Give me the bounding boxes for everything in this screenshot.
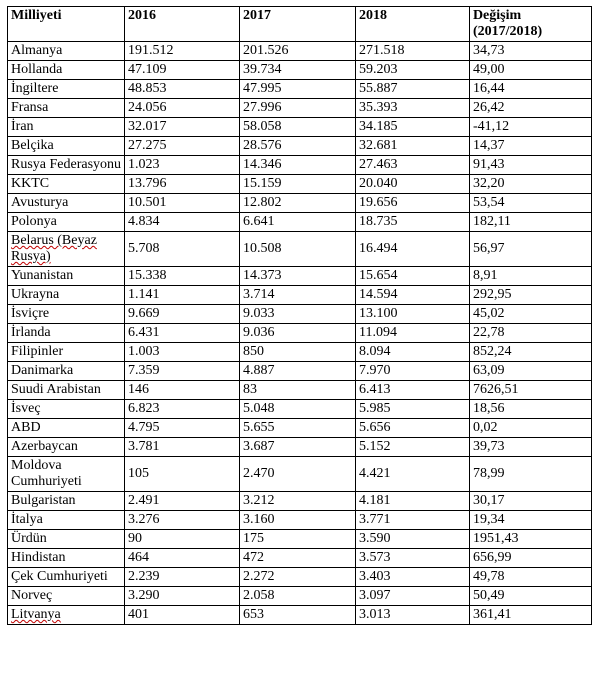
value-2016-cell: 10.501 <box>125 194 240 213</box>
value-2016-cell: 3.290 <box>125 587 240 606</box>
value-2016-cell: 5.708 <box>125 232 240 267</box>
value-2018-cell: 18.735 <box>355 213 469 232</box>
value-2017-cell: 5.655 <box>239 419 355 438</box>
nationality-cell: Belçika <box>8 137 125 156</box>
change-cell: 18,56 <box>469 400 591 419</box>
value-2016-cell: 4.834 <box>125 213 240 232</box>
value-2017-cell: 14.373 <box>239 267 355 286</box>
value-2017-cell: 9.036 <box>239 324 355 343</box>
value-2017-cell: 2.470 <box>239 457 355 492</box>
value-2017-cell: 6.641 <box>239 213 355 232</box>
table-row <box>8 362 592 381</box>
value-2017-cell: 12.802 <box>239 194 355 213</box>
nationality-cell: Bulgaristan <box>8 492 125 511</box>
nationality-cell: Avusturya <box>8 194 125 213</box>
value-2017-cell: 9.033 <box>239 305 355 324</box>
value-2016-cell: 9.669 <box>125 305 240 324</box>
value-2018-cell: 5.656 <box>355 419 469 438</box>
table-row <box>8 80 592 99</box>
table-row <box>8 286 592 305</box>
nationality-cell: Danimarka <box>8 362 125 381</box>
header-2017: 2017 <box>239 7 355 42</box>
value-2018-cell: 32.681 <box>355 137 469 156</box>
value-2016-cell: 7.359 <box>125 362 240 381</box>
change-cell: -41,12 <box>469 118 591 137</box>
table-row <box>8 99 592 118</box>
header-2016: 2016 <box>125 7 240 42</box>
value-2018-cell: 16.494 <box>355 232 469 267</box>
value-2016-cell: 2.491 <box>125 492 240 511</box>
nationality-cell: İngiltere <box>8 80 125 99</box>
value-2018-cell: 3.573 <box>355 549 469 568</box>
change-cell: 53,54 <box>469 194 591 213</box>
value-2016-cell: 1.141 <box>125 286 240 305</box>
value-2016-cell: 4.795 <box>125 419 240 438</box>
value-2018-cell: 20.040 <box>355 175 469 194</box>
value-2017-cell: 201.526 <box>239 42 355 61</box>
table-row <box>8 606 592 625</box>
value-2016-cell: 105 <box>125 457 240 492</box>
value-2016-cell: 24.056 <box>125 99 240 118</box>
value-2018-cell: 55.887 <box>355 80 469 99</box>
table-body <box>8 42 592 625</box>
value-2017-cell: 3.714 <box>239 286 355 305</box>
value-2017-cell: 14.346 <box>239 156 355 175</box>
header-nationality: Milliyeti <box>8 7 125 42</box>
table-row <box>8 343 592 362</box>
nationality-cell: ABD <box>8 419 125 438</box>
value-2018-cell: 3.403 <box>355 568 469 587</box>
value-2018-cell: 59.203 <box>355 61 469 80</box>
value-2018-cell: 19.656 <box>355 194 469 213</box>
change-cell: 34,73 <box>469 42 591 61</box>
value-2017-cell: 27.996 <box>239 99 355 118</box>
nationality-table <box>7 6 592 625</box>
change-cell: 14,37 <box>469 137 591 156</box>
value-2018-cell: 34.185 <box>355 118 469 137</box>
table-row <box>8 194 592 213</box>
change-cell: 361,41 <box>469 606 591 625</box>
table-row <box>8 232 592 267</box>
table-row <box>8 530 592 549</box>
table-row <box>8 381 592 400</box>
value-2016-cell: 32.017 <box>125 118 240 137</box>
nationality-cell: İran <box>8 118 125 137</box>
value-2018-cell: 35.393 <box>355 99 469 118</box>
value-2016-cell: 15.338 <box>125 267 240 286</box>
change-cell: 26,42 <box>469 99 591 118</box>
change-cell: 49,00 <box>469 61 591 80</box>
nationality-cell: Belarus (Beyaz Rusya) <box>8 232 125 267</box>
header-2018: 2018 <box>355 7 469 42</box>
value-2016-cell: 2.239 <box>125 568 240 587</box>
table-row <box>8 305 592 324</box>
value-2016-cell: 6.431 <box>125 324 240 343</box>
change-cell: 78,99 <box>469 457 591 492</box>
table-row <box>8 213 592 232</box>
nationality-cell: Hindistan <box>8 549 125 568</box>
value-2018-cell: 7.970 <box>355 362 469 381</box>
table-row <box>8 438 592 457</box>
change-cell: 8,91 <box>469 267 591 286</box>
value-2016-cell: 6.823 <box>125 400 240 419</box>
value-2016-cell: 464 <box>125 549 240 568</box>
nationality-cell: Azerbaycan <box>8 438 125 457</box>
nationality-cell: Norveç <box>8 587 125 606</box>
table-row <box>8 324 592 343</box>
change-cell: 56,97 <box>469 232 591 267</box>
value-2017-cell: 3.160 <box>239 511 355 530</box>
nationality-cell: İrlanda <box>8 324 125 343</box>
change-cell: 852,24 <box>469 343 591 362</box>
value-2016-cell: 47.109 <box>125 61 240 80</box>
value-2018-cell: 4.181 <box>355 492 469 511</box>
change-cell: 7626,51 <box>469 381 591 400</box>
table-row <box>8 175 592 194</box>
change-cell: 182,11 <box>469 213 591 232</box>
value-2017-cell: 47.995 <box>239 80 355 99</box>
change-cell: 19,34 <box>469 511 591 530</box>
nationality-cell: İsveç <box>8 400 125 419</box>
value-2018-cell: 15.654 <box>355 267 469 286</box>
value-2016-cell: 48.853 <box>125 80 240 99</box>
value-2017-cell: 15.159 <box>239 175 355 194</box>
nationality-cell: Ürdün <box>8 530 125 549</box>
change-cell: 30,17 <box>469 492 591 511</box>
change-cell: 39,73 <box>469 438 591 457</box>
value-2017-cell: 175 <box>239 530 355 549</box>
table-row <box>8 267 592 286</box>
value-2017-cell: 850 <box>239 343 355 362</box>
value-2018-cell: 11.094 <box>355 324 469 343</box>
value-2018-cell: 3.097 <box>355 587 469 606</box>
change-cell: 91,43 <box>469 156 591 175</box>
value-2017-cell: 472 <box>239 549 355 568</box>
value-2018-cell: 3.590 <box>355 530 469 549</box>
table-row <box>8 156 592 175</box>
value-2018-cell: 5.152 <box>355 438 469 457</box>
change-cell: 0,02 <box>469 419 591 438</box>
change-cell: 656,99 <box>469 549 591 568</box>
change-cell: 16,44 <box>469 80 591 99</box>
nationality-cell: Moldova Cumhuriyeti <box>8 457 125 492</box>
value-2016-cell: 3.781 <box>125 438 240 457</box>
value-2018-cell: 6.413 <box>355 381 469 400</box>
change-cell: 50,49 <box>469 587 591 606</box>
table-row <box>8 419 592 438</box>
value-2018-cell: 3.013 <box>355 606 469 625</box>
nationality-cell: Filipinler <box>8 343 125 362</box>
table-row <box>8 137 592 156</box>
nationality-cell: Almanya <box>8 42 125 61</box>
value-2018-cell: 14.594 <box>355 286 469 305</box>
value-2017-cell: 2.058 <box>239 587 355 606</box>
nationality-cell: Yunanistan <box>8 267 125 286</box>
value-2017-cell: 28.576 <box>239 137 355 156</box>
table-row <box>8 492 592 511</box>
value-2016-cell: 146 <box>125 381 240 400</box>
value-2017-cell: 39.734 <box>239 61 355 80</box>
value-2017-cell: 58.058 <box>239 118 355 137</box>
value-2017-cell: 653 <box>239 606 355 625</box>
value-2018-cell: 3.771 <box>355 511 469 530</box>
change-cell: 49,78 <box>469 568 591 587</box>
nationality-cell: Suudi Arabistan <box>8 381 125 400</box>
header-change: Değişim (2017/2018) <box>469 7 591 42</box>
value-2017-cell: 3.212 <box>239 492 355 511</box>
table-row <box>8 118 592 137</box>
nationality-cell: Ukrayna <box>8 286 125 305</box>
change-cell: 22,78 <box>469 324 591 343</box>
change-cell: 45,02 <box>469 305 591 324</box>
value-2017-cell: 4.887 <box>239 362 355 381</box>
table-row <box>8 42 592 61</box>
nationality-cell: Litvanya <box>8 606 125 625</box>
table-row <box>8 587 592 606</box>
nationality-cell: Hollanda <box>8 61 125 80</box>
table-row <box>8 511 592 530</box>
change-cell: 63,09 <box>469 362 591 381</box>
value-2017-cell: 83 <box>239 381 355 400</box>
nationality-cell: İsviçre <box>8 305 125 324</box>
change-cell: 1951,43 <box>469 530 591 549</box>
value-2016-cell: 13.796 <box>125 175 240 194</box>
value-2017-cell: 2.272 <box>239 568 355 587</box>
value-2017-cell: 10.508 <box>239 232 355 267</box>
table-row <box>8 61 592 80</box>
change-cell: 292,95 <box>469 286 591 305</box>
nationality-cell: Polonya <box>8 213 125 232</box>
value-2016-cell: 1.003 <box>125 343 240 362</box>
value-2018-cell: 5.985 <box>355 400 469 419</box>
nationality-cell: KKTC <box>8 175 125 194</box>
nationality-cell: Fransa <box>8 99 125 118</box>
nationality-cell: Rusya Federasyonu <box>8 156 125 175</box>
value-2016-cell: 191.512 <box>125 42 240 61</box>
value-2018-cell: 27.463 <box>355 156 469 175</box>
value-2016-cell: 401 <box>125 606 240 625</box>
nationality-cell: Çek Cumhuriyeti <box>8 568 125 587</box>
value-2018-cell: 4.421 <box>355 457 469 492</box>
nationality-cell: İtalya <box>8 511 125 530</box>
value-2018-cell: 271.518 <box>355 42 469 61</box>
value-2016-cell: 1.023 <box>125 156 240 175</box>
value-2016-cell: 27.275 <box>125 137 240 156</box>
value-2017-cell: 5.048 <box>239 400 355 419</box>
value-2017-cell: 3.687 <box>239 438 355 457</box>
table-row <box>8 568 592 587</box>
table-row <box>8 457 592 492</box>
value-2018-cell: 13.100 <box>355 305 469 324</box>
change-cell: 32,20 <box>469 175 591 194</box>
value-2018-cell: 8.094 <box>355 343 469 362</box>
table-row <box>8 549 592 568</box>
table-row <box>8 400 592 419</box>
header-row <box>8 7 592 42</box>
value-2016-cell: 3.276 <box>125 511 240 530</box>
value-2016-cell: 90 <box>125 530 240 549</box>
